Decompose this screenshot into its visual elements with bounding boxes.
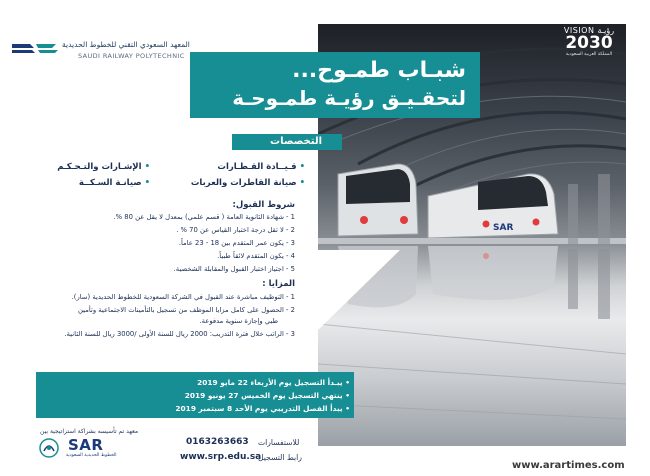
watermark: www.arartimes.com — [508, 457, 650, 476]
tvtc-logo-icon — [38, 437, 60, 459]
condition-item-1: 1 - شهادة الثانوية العامة ( قسم علمي) بمعدل لا يقل عن 80 %. — [113, 213, 295, 221]
benefit-item-3: 3 - الراتب خلال فترة التدريب: 2000 ريال للسنة الأولى /3000 ريال للسنة الثانية. — [64, 330, 295, 338]
vision-year: 2030 — [565, 33, 613, 53]
sar-logo: SAR — [68, 436, 104, 454]
registration-url[interactable]: www.srp.edu.sa — [180, 452, 262, 462]
benefit-item-2: 2 - الحصول على كامل مزايا الموظف من تسجيل بالتأمينات الاجتماعية وتأمين — [78, 306, 295, 314]
institute-name-en: SAUDI RAILWAY POLYTECHNIC — [78, 52, 185, 60]
specializations-title: التخصصات — [270, 136, 322, 147]
condition-item-5: 5 - اجتياز اختبار القبول والمقابلة الشخصية. — [173, 265, 295, 273]
condition-item-2: 2 - لا تقل درجة اختبار القياس عن 70 % . — [176, 226, 295, 234]
vision-2030-logo — [560, 26, 618, 86]
headline-line-2: لتحقـيـق رؤيـة طمـوحـة — [232, 86, 466, 110]
institute-name-ar: المعهد السعودي التقني للخطوط الحديدية — [62, 40, 190, 49]
conditions-title: شروط القبول: — [232, 200, 295, 210]
date-semester-start: • يبدأ الفصل التدريبي يوم الأحد 8 سبتمبر 2019 — [175, 404, 350, 413]
spec-item-train-driving: •قـيــادة القـطـارات — [217, 162, 305, 172]
benefits-title: المزايا : — [262, 279, 295, 289]
vision-word-ar: رؤيـة — [597, 26, 615, 35]
spec-item-track-maintenance: •صيانـة السـكــة — [78, 178, 150, 188]
institute-logo-icon — [10, 40, 60, 56]
headline-line-1: شبـاب طمـوح... — [292, 58, 466, 83]
vision-word: VISION — [563, 26, 595, 35]
vision-subtitle: المملكة العربية السعودية — [565, 52, 613, 57]
inquiry-label: للاستفسارات — [258, 438, 300, 447]
sar-subtitle: الخطوط الحديدية السعودية — [66, 453, 117, 458]
spec-item-rolling-stock: •صيانة القاطرات والعربات — [190, 178, 305, 188]
benefit-item-1: 1 - التوظيف مباشرة عند القبول في الشركة السعودية للخطوط الحديدية (سار). — [71, 293, 295, 301]
benefit-item-2-cont: طبي وإجازة سنوية مدفوعة. — [199, 317, 278, 325]
partnership-text: معهد تم تأسيسه بشراكة استراتيجية بين — [40, 428, 139, 435]
registration-label: رابط التسجيل — [258, 453, 302, 462]
phone-number: 0163263663 — [186, 437, 249, 447]
svg-text:SAR: SAR — [493, 223, 514, 233]
condition-item-3: 3 - يكون عمر المتقدم بين 18 - 23 عاماً. — [178, 239, 295, 247]
condition-item-4: 4 - يكون المتقدم لائقاً طبياً. — [217, 252, 295, 260]
date-registration-start: • يبـدأ التسجيل يوم الأربعاء 22 مايو 2019 — [197, 378, 350, 387]
spec-item-signals: •الإشـارات والتـحـكـم — [57, 162, 150, 172]
date-registration-end: • ينتهي التسجيل يوم الخميس 27 يونيو 2019 — [184, 391, 350, 400]
